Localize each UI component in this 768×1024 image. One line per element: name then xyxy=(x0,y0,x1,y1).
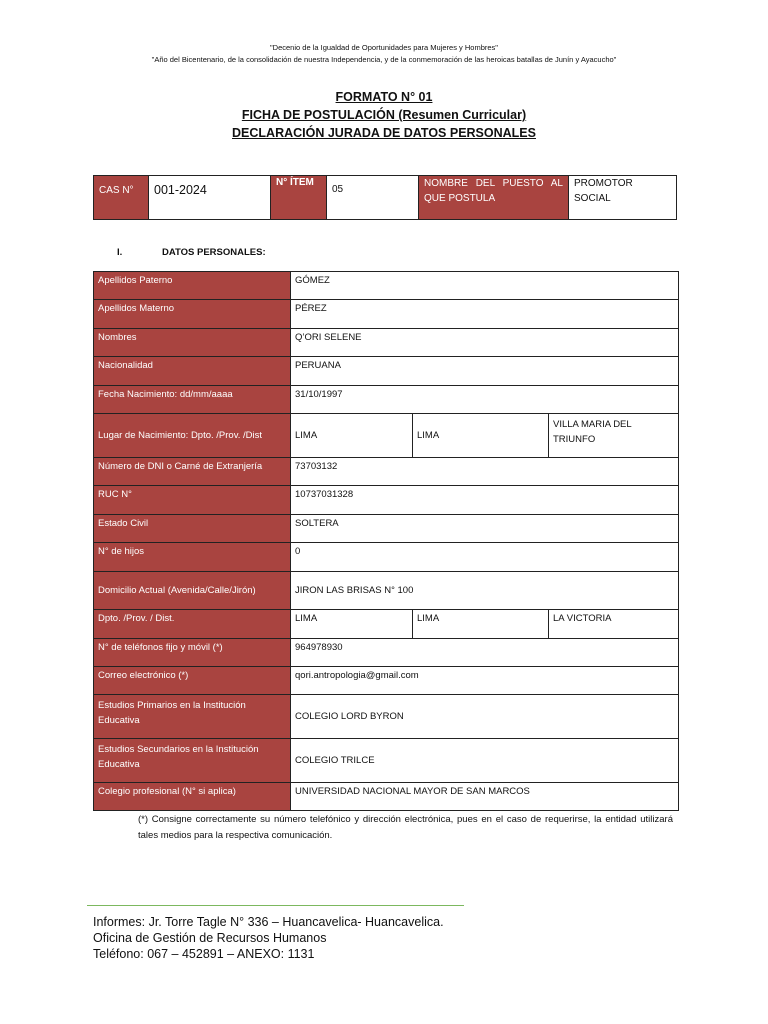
row-value: JIRON LAS BRISAS N° 100 xyxy=(291,572,679,610)
row-label: Estudios Primarios en la Institución Educativa xyxy=(94,695,291,739)
row-label: Número de DNI o Carné de Extranjería xyxy=(94,458,291,486)
title-ficha: FICHA DE POSTULACIÓN (Resumen Curricular) xyxy=(241,108,527,122)
row-label: Domicilio Actual (Avenida/Calle/Jirón) xyxy=(94,572,291,610)
header-year-motto: "Año del Bicentenario, de la consolidación de nuestra Independencia, y de la conmemoración de las heroicas batallas de Junín y Ayacucho" xyxy=(151,55,617,64)
row-label: Nacionalidad xyxy=(94,357,291,386)
cas-info-table xyxy=(93,175,677,220)
row-estudios-secundarios xyxy=(94,739,679,783)
row-dpto: LIMA xyxy=(291,610,413,639)
row-value: 31/10/1997 xyxy=(291,386,679,414)
row-correo xyxy=(94,667,679,695)
row-value: COLEGIO TRILCE xyxy=(291,739,679,783)
row-value: UNIVERSIDAD NACIONAL MAYOR DE SAN MARCOS xyxy=(291,783,679,811)
row-estado-civil xyxy=(94,515,679,543)
row-lugar-nacimiento xyxy=(94,414,679,458)
row-dist: LA VICTORIA xyxy=(549,610,679,639)
row-value: PÉREZ xyxy=(291,300,679,329)
row-label: Apellidos Materno xyxy=(94,300,291,329)
row-value: 964978930 xyxy=(291,639,679,667)
row-prov: LIMA xyxy=(413,610,549,639)
row-dni xyxy=(94,458,679,486)
row-value: Q’ORI SELENE xyxy=(291,329,679,357)
title-formato: FORMATO N° 01 xyxy=(335,90,433,104)
footer-divider xyxy=(87,905,464,906)
title-declaracion: DECLARACIÓN JURADA DE DATOS PERSONALES xyxy=(232,126,536,140)
row-label: Nombres xyxy=(94,329,291,357)
puesto-value: PROMOTOR SOCIAL xyxy=(574,178,633,204)
item-label: N° ÍTEM xyxy=(271,176,327,219)
row-nacionalidad xyxy=(94,357,679,386)
row-telefonos xyxy=(94,639,679,667)
row-hijos xyxy=(94,543,679,572)
row-label: RUC N° xyxy=(94,486,291,515)
footer-address: Informes: Jr. Torre Tagle N° 336 – Huancavelica- Huancavelica. xyxy=(93,915,444,929)
row-colegio-profesional xyxy=(94,783,679,811)
row-label: N° de hijos xyxy=(94,543,291,572)
cas-label: CAS N° xyxy=(94,176,149,219)
row-apellido-paterno xyxy=(94,272,679,300)
row-apellido-materno xyxy=(94,300,679,329)
row-nombres xyxy=(94,329,679,357)
section-heading xyxy=(117,247,266,258)
row-ruc xyxy=(94,486,679,515)
row-label: Estudios Secundarios en la Institución Educativa xyxy=(94,739,291,783)
item-value: 05 xyxy=(327,176,419,219)
footnote: (*) Consigne correctamente su número telefónico y dirección electrónica, pues en el caso de requerirse, la entidad utilizará tales medios para la respectiva comunicación. xyxy=(138,814,673,841)
row-label: Estado Civil xyxy=(94,515,291,543)
row-prov: LIMA xyxy=(413,414,549,458)
row-estudios-primarios xyxy=(94,695,679,739)
row-value: qori.antropologia@gmail.com xyxy=(291,667,679,695)
row-value: 0 xyxy=(291,543,679,572)
row-value: PERUANA xyxy=(291,357,679,386)
row-value: SOLTERA xyxy=(291,515,679,543)
row-label: Fecha Nacimiento: dd/mm/aaaa xyxy=(94,386,291,414)
row-dist: VILLA MARIA DEL TRIUNFO xyxy=(549,414,679,458)
row-label: Correo electrónico (*) xyxy=(94,667,291,695)
row-label: Apellidos Paterno xyxy=(94,272,291,300)
row-label: Dpto. /Prov. / Dist. xyxy=(94,610,291,639)
cas-value: 001-2024 xyxy=(149,176,271,219)
row-dpto-prov-dist xyxy=(94,610,679,639)
document-titles xyxy=(0,88,768,142)
row-value: GÓMEZ xyxy=(291,272,679,300)
row-value: 73703132 xyxy=(291,458,679,486)
header-decenio: "Decenio de la Igualdad de Oportunidades para Mujeres y Hombres" xyxy=(270,43,498,52)
row-label: N° de teléfonos fijo y móvil (*) xyxy=(94,639,291,667)
personal-data-table xyxy=(93,271,679,811)
row-fecha-nacimiento xyxy=(94,386,679,414)
section-title: DATOS PERSONALES: xyxy=(162,247,266,258)
row-value: COLEGIO LORD BYRON xyxy=(291,695,679,739)
row-dpto: LIMA xyxy=(291,414,413,458)
row-value: 10737031328 xyxy=(291,486,679,515)
puesto-label: NOMBRE DEL PUESTO AL QUE POSTULA xyxy=(419,176,569,219)
row-label: Lugar de Nacimiento: Dpto. /Prov. /Dist xyxy=(94,414,291,458)
footer-phone: Teléfono: 067 – 452891 – ANEXO: 1131 xyxy=(93,947,315,961)
footer xyxy=(93,914,444,962)
row-domicilio xyxy=(94,572,679,610)
footer-office: Oficina de Gestión de Recursos Humanos xyxy=(93,931,327,945)
section-number: I. xyxy=(117,247,123,258)
row-label: Colegio profesional (N° si aplica) xyxy=(94,783,291,811)
